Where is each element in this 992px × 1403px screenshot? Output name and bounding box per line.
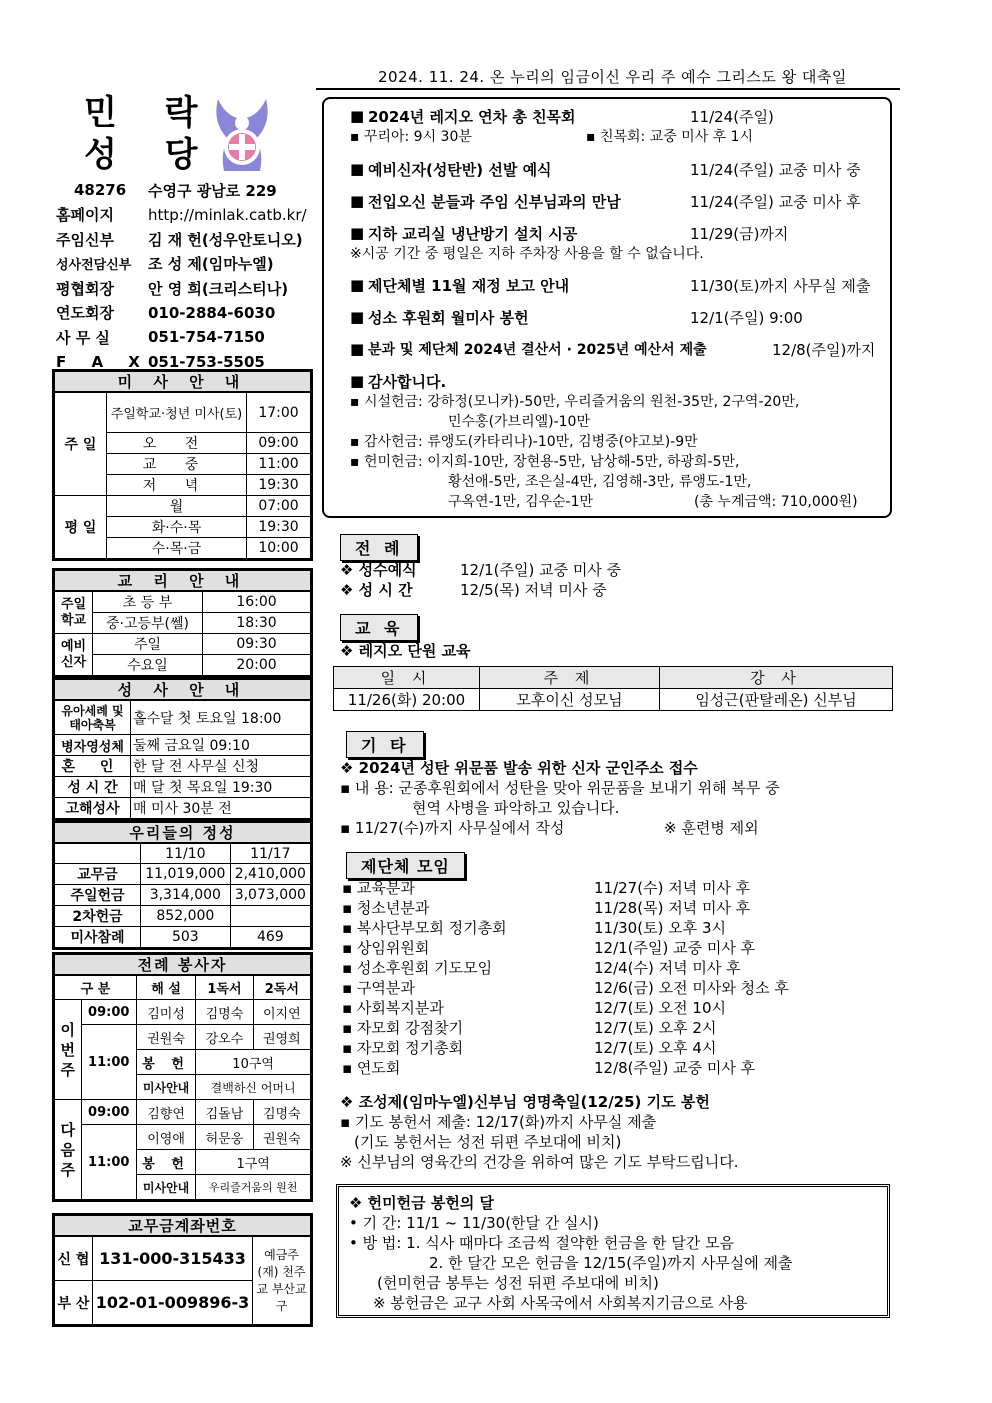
mass-time: 07:00 [247, 496, 311, 517]
server-name: 김명숙 [253, 1100, 310, 1125]
server-name: 허문웅 [196, 1125, 253, 1150]
offering-col: 11/10 [141, 844, 231, 864]
server-name: 김향연 [136, 1100, 195, 1125]
group-row: ▪ 상임위원회 12/1(주일) 교중 미사 후 [342, 939, 756, 957]
liturgy-list [340, 560, 890, 600]
rice-offering-box: ❖ 헌미헌금 봉헌의 달 • 기 간: 11/1 ~ 11/30(한달 간 실시) • 방 법: 1. 식사 때마다 조금씩 절약한 헌금을 한 달간 모음 2. 한 달간 모은 헌금을 12/15(주일)까지 사무실에 제출 (헌미헌금 봉투는 성전 뒤편 주보대에 비치) ※ 봉헌금은 교구 사회 사목국에서 사회복지기금으로 사용 [336, 1184, 890, 1318]
edu-cell: 임성근(판탈레온) 신부님 [660, 689, 893, 711]
liturgy-tag: 전 례 [340, 534, 418, 561]
server-name: 이영애 [136, 1125, 195, 1150]
servers-panel [52, 952, 313, 1202]
info-row-yeondo: 연도회장 010-2884-6030 [56, 303, 276, 323]
square-bullet-icon: ■ [350, 308, 365, 326]
offertory-label: 봉 헌 [136, 1150, 195, 1175]
diamond-bullet-icon: ❖ [340, 581, 359, 599]
notice-item: ■ 분과 및 제단체 2024년 결산서 · 2025년 예산서 제출 12/8(주일)까지 [350, 340, 876, 359]
mass-name: 화·수·목 [107, 517, 247, 538]
server-name: 김명숙 [196, 1000, 253, 1025]
mass-time: 19:30 [247, 517, 311, 538]
info-row-council: 평협회장 안 영 희(크리스티나) [56, 279, 289, 298]
offering-value: 469 [230, 927, 310, 948]
edu-col: 강 사 [660, 667, 893, 689]
guide-label: 미사안내 [136, 1075, 195, 1100]
account-holder: 예금주 (재) 천주교 부산교구 [253, 1237, 311, 1325]
class-time: 16:00 [203, 592, 311, 613]
mass-name: 교 중 [107, 454, 247, 475]
diamond-bullet-icon: ❖ [340, 561, 359, 579]
sacrament-label: 혼 인 [55, 756, 131, 777]
servers-col: 구 분 [55, 976, 137, 1000]
servers-col: 2독서 [253, 976, 310, 1000]
offering-title: 우리들의 정성 [54, 822, 311, 843]
account-number: 131-000-315433 [93, 1237, 253, 1281]
group-row: ▪ 자모회 강점찾기 12/7(토) 오후 2시 [342, 1019, 717, 1037]
sacrament-value: 매 미사 30분 전 [131, 798, 311, 819]
group-row: ▪ 연도회 12/8(주일) 교중 미사 후 [342, 1059, 756, 1077]
mass-time: 17:00 [247, 393, 311, 433]
groups-list [342, 878, 892, 1078]
square-bullet-icon: ■ [350, 160, 365, 178]
liturgy-row: ❖ 성 시 간 12/5(목) 저녁 미사 중 [340, 581, 607, 599]
edu-col: 주 제 [480, 667, 660, 689]
education-table [333, 666, 893, 711]
mass-time: 09:00 [247, 433, 311, 454]
offering-value: 852,000 [141, 906, 231, 927]
church-logo-icon [198, 93, 286, 175]
time-label: 09:00 [81, 1000, 136, 1025]
education-table-wrap [333, 666, 893, 711]
mass-name: 오 전 [107, 433, 247, 454]
diamond-bullet-icon: ❖ [349, 1194, 368, 1212]
sacrament-label: 유아세례 및 태아축복 [55, 701, 131, 735]
church-name-line1: 민 락 [84, 93, 216, 133]
bank-name: 신 협 [55, 1237, 93, 1281]
account-table [54, 1236, 311, 1325]
feast-section: ❖ 조성제(임마누엘)신부님 영명축일(12/25) 기도 봉헌 ▪ 기도 봉헌서 제출: 12/17(화)까지 사무실 제출 (기도 봉헌서는 성전 뒤편 주보대에 비치) ※ 신부님의 영육간의 건강을 위하여 많은 기도 부탁드립니다. [340, 1093, 739, 1171]
offering-value: 503 [141, 927, 231, 948]
offering-table [54, 843, 311, 948]
mass-table [54, 392, 311, 559]
catechism-table [54, 591, 311, 676]
edu-col: 일 시 [334, 667, 480, 689]
sacrament-value: 한 달 전 사무실 신청 [131, 756, 311, 777]
square-bullet-icon: ■ [350, 107, 365, 125]
sacrament-value: 매 달 첫 목요일 19:30 [131, 777, 311, 798]
guide-label: 미사안내 [136, 1175, 195, 1200]
mass-name: 수·목·금 [107, 538, 247, 559]
legio-sub: ▪ 꾸리아: 9시 30분 ▪ 친목회: 교중 미사 후 1시 [350, 129, 754, 145]
liturgy-section [340, 534, 418, 561]
edu-cell: 11/26(화) 20:00 [334, 689, 480, 711]
homepage-link[interactable]: http://minlak.catb.kr/ [148, 205, 307, 224]
info-row-address: 48276 수영구 광남로 229 [74, 181, 277, 200]
neophyte-label: 예비 신자 [55, 634, 93, 676]
class-name: 초 등 부 [93, 592, 203, 613]
sacrament-panel [52, 677, 313, 821]
group-row: ▪ 구역분과 12/6(금) 오전 미사와 청소 후 [342, 979, 789, 997]
servers-col: 해 설 [136, 976, 195, 1000]
square-bullet-icon: ■ [350, 192, 365, 210]
square-bullet-icon: ■ [350, 372, 365, 390]
thanks-list: ▪ 시설헌금: 강하정(모니카)-50만, 우리즐거움의 원천-35만, 2구역-20만, 민수홍(가브리엘)-10만 ▪ 감사헌금: 류앵도(카타리나)-10만, 김병중(야고보)-9만 ▪ 헌미헌금: 이지희-10만, 장현용-5만, 남상해-5만, 하광희-5만, 황선애-5만, 조은실-4만, 김영해-3만, 류앵도-1만, 구옥연-1만, 김우순-1만 (총 누계금액: 710,000원) [350, 394, 858, 510]
group-row: ▪ 교육분과 11/27(수) 저녁 미사 후 [342, 879, 751, 897]
bank-name: 부 산 [55, 1281, 93, 1325]
diamond-bullet-icon: ❖ [340, 759, 359, 777]
mass-time: 11:00 [247, 454, 311, 475]
offering-value: 3,073,000 [230, 885, 310, 906]
guide-value: 우리즐거움의 원천 [196, 1175, 311, 1200]
offering-value: 11,019,000 [141, 864, 231, 885]
server-name: 김미성 [136, 1000, 195, 1025]
notice-item: ■ 전입오신 분들과 주임 신부님과의 만남 11/24(주일) 교중 미사 후 [350, 192, 861, 211]
group-row: ▪ 자모회 정기총회 12/7(토) 오후 4시 [342, 1039, 717, 1057]
groups-section [346, 852, 465, 879]
diamond-bullet-icon: ❖ [340, 642, 359, 660]
church-name [84, 92, 216, 176]
liturgy-row: ❖ 성수예식 12/1(주일) 교중 미사 중 [340, 561, 622, 579]
notice-item: ■ 2024년 레지오 연차 총 친목회 11/24(주일) [350, 107, 774, 126]
class-time: 09:30 [203, 634, 311, 655]
class-time: 20:00 [203, 655, 311, 676]
server-name: 강오수 [196, 1025, 253, 1050]
sacrament-label: 성 시 간 [55, 777, 131, 798]
construction-note: ※시공 기간 중 평일은 지하 주차장 사용을 할 수 없습니다. [350, 246, 704, 262]
etc-tag: 기 타 [346, 731, 424, 758]
etc-section [346, 731, 424, 758]
header-rule [316, 88, 900, 90]
catechism-title: 교 리 안 내 [54, 570, 311, 591]
notice-item: ■ 지하 교리실 냉난방기 설치 시공 11/29(금)까지 [350, 224, 789, 243]
square-bullet-icon: ■ [350, 276, 365, 294]
server-name: 김돌남 [196, 1100, 253, 1125]
time-label: 11:00 [81, 1025, 136, 1100]
info-row-office: 사 무 실 051-754-7150 [56, 328, 265, 347]
class-name: 주일 [93, 634, 203, 655]
offering-label: 미사참례 [55, 927, 141, 948]
diamond-bullet-icon: ❖ [340, 1093, 359, 1111]
info-row-pastor: 주임신부 김 재 헌(성우안토니오) [56, 230, 303, 249]
account-number: 102-01-009896-3 [93, 1281, 253, 1325]
offertory-label: 봉 헌 [136, 1050, 195, 1075]
group-row: ▪ 사회복지분과 12/7(토) 오전 10시 [342, 999, 726, 1017]
servers-title: 전례 봉사자 [54, 954, 311, 975]
square-bullet-icon: ■ [350, 224, 365, 242]
class-time: 18:30 [203, 613, 311, 634]
offering-label: 2차헌금 [55, 906, 141, 927]
mass-name: 저 녁 [107, 475, 247, 496]
group-row: ▪ 복사단부모회 정기총회 11/30(토) 오후 3시 [342, 919, 726, 937]
education-section [340, 614, 418, 641]
mass-name: 주일학교·청년 미사(토) [107, 393, 247, 433]
notice-box [322, 97, 892, 518]
school-label: 주일 학교 [55, 592, 93, 634]
account-title: 교무금계좌번호 [54, 1215, 311, 1236]
notice-item: ■ 예비신자(성탄반) 선발 예식 11/24(주일) 교중 미사 중 [350, 160, 861, 179]
guide-value: 결백하신 어머니 [196, 1075, 311, 1100]
offering-col: 11/17 [230, 844, 310, 864]
info-row-homepage: 홈페이지 http://minlak.catb.kr/ [56, 203, 311, 228]
info-row-fax: F A X 051-753-5505 [56, 352, 265, 371]
sacrament-label: 병자영성체 [55, 735, 131, 756]
server-name: 권원숙 [136, 1025, 195, 1050]
class-name: 수요일 [93, 655, 203, 676]
bulletin-date-title: 2024. 11. 24. 온 누리의 임금이신 우리 주 예수 그리스도 왕 대축일 [378, 68, 847, 86]
mass-time: 19:30 [247, 475, 311, 496]
sacrament-table [54, 700, 311, 819]
notice-item: ■ 제단체별 11월 재정 보고 안내 11/30(토)까지 사무실 제출 [350, 276, 871, 295]
time-label: 11:00 [81, 1125, 136, 1200]
education-tag: 교 육 [340, 614, 418, 641]
mass-name: 월 [107, 496, 247, 517]
sunday-label: 주 일 [55, 393, 107, 496]
offertory-value: 1구역 [196, 1150, 311, 1175]
this-week-label: 이번주 [55, 1000, 82, 1100]
servers-col: 1독서 [196, 976, 253, 1000]
next-week-label: 다음주 [55, 1100, 82, 1200]
offering-value [230, 906, 310, 927]
sacrament-value: 홀수달 첫 토요일 18:00 [131, 701, 311, 735]
offering-value: 2,410,000 [230, 864, 310, 885]
offering-value: 3,314,000 [141, 885, 231, 906]
offering-panel [52, 820, 313, 950]
notice-item: ■ 감사합니다. [350, 372, 447, 391]
notice-item: ■ 성소 후원회 월미사 봉헌 12/1(주일) 9:00 [350, 308, 803, 327]
server-name: 이지연 [253, 1000, 310, 1025]
group-row: ▪ 성소후원회 기도모임 12/4(수) 저녁 미사 후 [342, 959, 741, 977]
edu-cell: 모후이신 성모님 [480, 689, 660, 711]
sacrament-label: 고해성사 [55, 798, 131, 819]
sacrament-title: 성 사 안 내 [54, 679, 311, 700]
weekday-label: 평 일 [55, 496, 107, 559]
time-label: 09:00 [81, 1100, 136, 1125]
offertory-value: 10구역 [196, 1050, 311, 1075]
mass-title: 미 사 안 내 [54, 371, 311, 392]
church-name-line2: 성 당 [84, 135, 216, 175]
etc-list: ❖ 2024년 성탄 위문품 발송 위한 신자 군인주소 접수 ▪ 내 용: 군종후원회에서 성탄을 맞아 위문품을 보내기 위해 복무 중 현역 사병을 파악하고 있습니다. ▪ 11/27(수)까지 사무실에서 작성 ※ 훈련병 제외 [340, 759, 780, 837]
education-subtitle: ❖ 레지오 단원 교육 [340, 642, 471, 660]
offering-label: 교무금 [55, 864, 141, 885]
server-name: 권원숙 [253, 1125, 310, 1150]
group-row: ▪ 청소년분과 11/28(목) 저녁 미사 후 [342, 899, 751, 917]
info-row-priest: 성사전담신부 조 성 제(임마누엘) [56, 255, 274, 274]
account-panel [52, 1213, 313, 1327]
groups-tag: 제단체 모임 [346, 852, 465, 879]
servers-table [54, 975, 311, 1200]
mass-time: 10:00 [247, 538, 311, 559]
offering-label: 주일헌금 [55, 885, 141, 906]
catechism-panel [52, 568, 313, 678]
class-name: 중·고등부(쎌) [93, 613, 203, 634]
church-info [56, 178, 311, 374]
sacrament-value: 둘째 금요일 09:10 [131, 735, 311, 756]
server-name: 권영희 [253, 1025, 310, 1050]
mass-schedule-panel [52, 369, 313, 561]
square-bullet-icon: ■ [350, 340, 365, 358]
